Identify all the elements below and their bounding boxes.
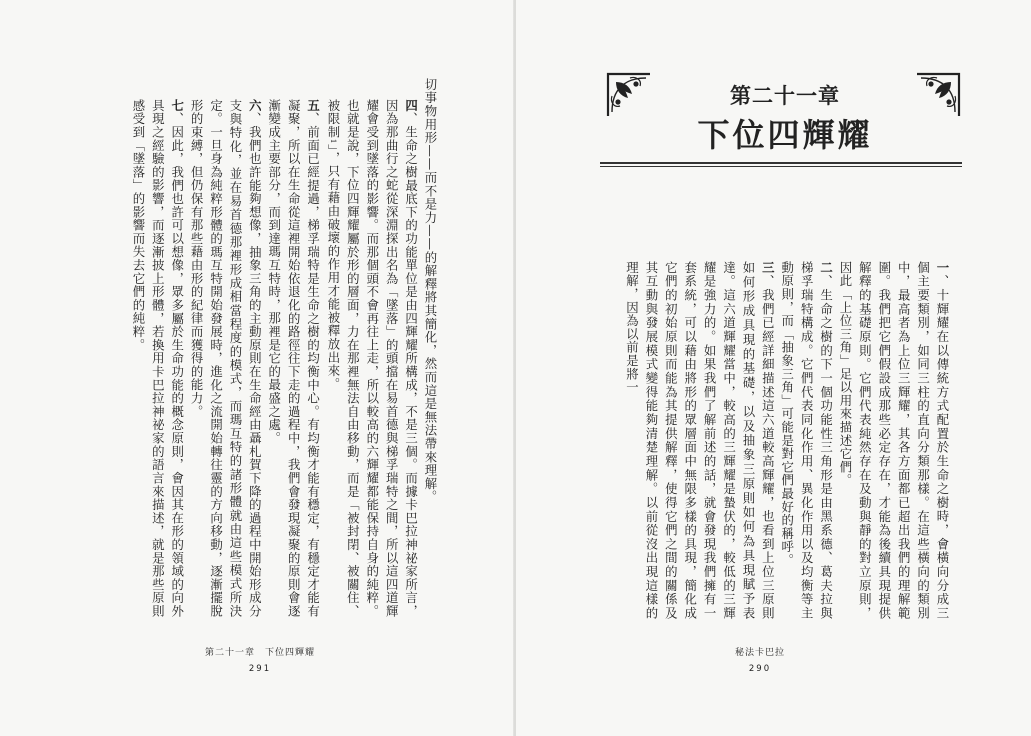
- left-page-footer: [150, 645, 370, 674]
- page-number: 291: [248, 664, 272, 674]
- paragraph-4: [323, 78, 421, 618]
- paragraph-continued: 切事物用形——而不是力——的解釋將其簡化，然而這是無法帶來理解。: [423, 78, 438, 504]
- paragraph-5: [264, 78, 322, 618]
- title-rule: [600, 162, 962, 164]
- paragraph-text: 十輝耀在以傳統方式配置於生命之樹時，會橫向分成三個主要類別，如同三柱的直向分類那樣。在這些橫向的類別中，最高者為上位三輝耀，其各方面都已超出我們的理解範圍。我們把它們假設成那些必定存在，才能為後續具現提供解釋的基礎原則。它們代表純然存在及動與靜的對立原則，因此「上位三角」足以用來描述它們。: [837, 261, 950, 620]
- right-page-footer: [700, 645, 820, 674]
- number-separator: 、: [760, 274, 776, 289]
- chapter-number: 第二十一章: [730, 83, 840, 108]
- running-title: 第二十一章 下位四輝耀: [204, 648, 315, 658]
- paragraph-number: 三: [760, 261, 776, 275]
- running-title: 秘法卡巴拉: [734, 648, 785, 658]
- paragraph-number: 二: [818, 261, 834, 275]
- paragraph-text-tail: 」，只有藉由破壞的作用才能被釋放出來。: [325, 144, 341, 391]
- paragraph-1: [836, 240, 952, 620]
- page-number: 290: [748, 664, 772, 674]
- paragraph-number: 五: [305, 99, 321, 113]
- paragraph-text: 生命之樹的下一個功能性三角形是由黑系德、葛夫拉與梯孚瑞特構成。它們代表同化作用、異化作用以及均衡等主動原則，而「抽象三角」可能是對它們最好的稱呼。: [779, 261, 834, 620]
- title-rule-thin: [600, 166, 962, 167]
- paragraph-7: [129, 78, 187, 618]
- number-separator: 、: [818, 274, 834, 289]
- paragraph-text: 生命之樹最底下的功能單位是由四輝耀所構成，不是三個。而據卡巴拉神祕家所言，因為那曲行之蛇從深淵探出名為「墜落」的頭擋在易首德與梯孚瑞特之間，所以這四道輝耀會受到墜落的影響。而那個頭不會再往上走，所以較高的六輝耀都能保持自身的純粹。也就是說，下位四輝耀屬於形的層面，力在那裡無法自由移動，而是「被封閉、被關住、被限制: [325, 99, 419, 618]
- paragraph-6: [187, 78, 265, 618]
- paragraph-text: 我們已經詳細描述這六道較高輝耀，也看到上位三原則如何形成具現的基礎，以及抽象三原則如何為具現賦予表達。這六道輝耀當中，較高的三輝耀是蟄伏的，較低的三輝耀是強力的。如果我們了解前述的話，就會發現我們擁有一套系統，可以藉由將形的眾層面中無限多樣的具現，簡化成它們的初始原則而能為其提供解釋，使得它們之間的關係及其互動與發展模式變得能夠清楚理解。以前從沒出現這樣的理解，因為以前是將一: [624, 261, 776, 620]
- paragraph-text: 前面已經提過，梯孚瑞特是生命之樹的均衡中心。有均衡才能有穩定，有穩定才能有凝聚，所以在生命從這裡開始依退化的路徑往下走的過程中，我們會發現凝聚的原則會逐漸變成主要部分，而到達瑪互特時，那裡是它的最盛之處。: [266, 99, 321, 618]
- number-separator: 、: [403, 112, 419, 126]
- corner-ornament-right-icon: [915, 72, 961, 118]
- corner-ornament-left-icon: [606, 72, 652, 118]
- number-separator: 、: [305, 112, 321, 126]
- paragraph-2: [777, 240, 835, 620]
- paragraph-text: 因此，我們也許可以想像，眾多屬於生命功能的概念原則，會因其在形的領域的向外具現之經驗的影響，而逐漸披上形體，若換用卡巴拉神祕家的語言來描述，就是那些原則感受到「墜落」的影響而失去它們的純粹。: [130, 99, 185, 618]
- paragraph-text: 我們也許能夠想像，抽象三角的主動原則在生命經由聶札賀下降的過程中開始形成分支與特化，並在易首德那裡形成相當程度的模式，而瑪互特的諸形體就由這些模式所決定。一旦身為純粹形體的瑪互特開始發展時，進化之流開始轉往靈的方向移動，逐漸擺脫形的束縛，但仍保有那些藉由形的紀律而獲得的能力。: [189, 99, 263, 618]
- right-page-body: [597, 240, 952, 620]
- paragraph-number: 七: [169, 99, 185, 113]
- footnote-mark[interactable]: 1: [328, 138, 337, 145]
- number-separator: 、: [935, 274, 950, 289]
- number-separator: 、: [247, 112, 263, 126]
- number-separator: 、: [169, 112, 185, 126]
- paragraph-number: 六: [247, 99, 263, 113]
- left-page-body: [60, 78, 440, 618]
- paragraph-number: 一: [935, 261, 950, 275]
- left-page: [0, 0, 515, 736]
- chapter-title: 下位四輝耀: [697, 116, 873, 154]
- paragraph-3: [622, 240, 777, 620]
- paragraph-number: 四: [403, 99, 419, 113]
